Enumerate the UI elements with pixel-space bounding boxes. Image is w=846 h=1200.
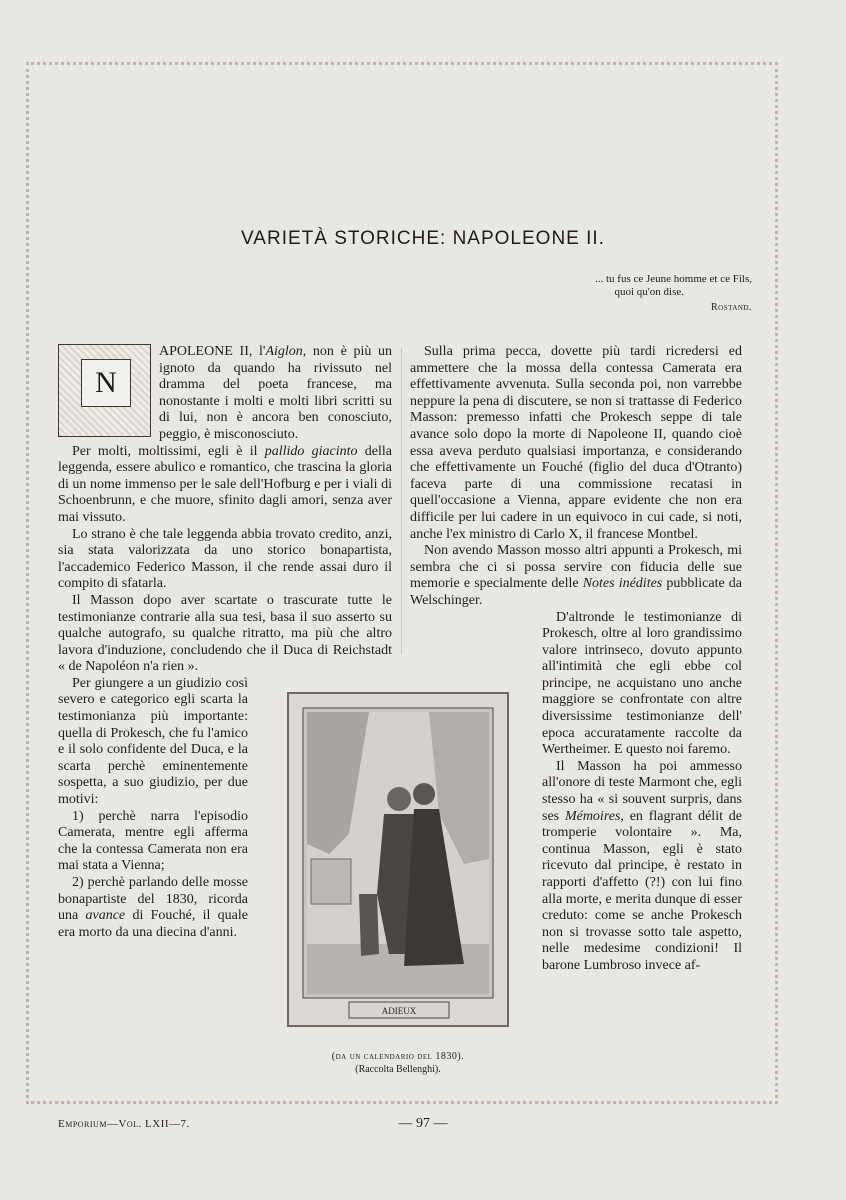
engraving-label: ADIEUX: [381, 1006, 417, 1016]
paragraph-7: [58, 875, 248, 941]
engraving-image: [289, 694, 507, 1025]
text-span: della leggenda, essere abulico e romantico, che trascina la gloria di un nome immenso per le sale dell'Hofburg e per i viali di Schoenbrunn, e che muore, sfinito dagli amori, senza aver mai vissuto.: [58, 443, 392, 525]
paragraph-4: [58, 593, 392, 676]
italic-span: Mémoires: [564, 808, 621, 824]
paragraph-3: Lo strano è che tale leggenda abbia trovato credito, anzi, sia stata valorizzata da uno storico bonapartista, l'accademico Federico Masson, il che rende assai duro il compito di sfatarla.: [58, 526, 392, 592]
narrow-block-right: [542, 610, 742, 975]
paragraph-2: [58, 444, 392, 527]
text-span: Il Masson ha poi ammesso all'onore di teste Marmont che, egli stesso ha « si souvent surpris, dans ses: [542, 758, 742, 824]
text-span: , en flagrant délit de tromperie volontaire ». Ma, continua Masson, egli è stato ricevuto dal principe, è restato in rapporti d'affetto (?!) con lui fino alla morte, e merita dunque di esser creduto: come se anche Prokesch non si trovasse sotto tale aspetto, nelle medesime condizioni! Il barone Lumbroso invece af-: [542, 808, 742, 973]
italic-span: Aiglon: [265, 344, 303, 359]
paragraph-9: [410, 543, 742, 609]
epigraph-line-2: quoi qu'on dise.: [614, 286, 684, 298]
caption-line-1: (da un calendario del 1830).: [331, 1051, 465, 1062]
paragraph-10: D'altronde le testimonianze di Prokesch, oltre al loro grandissimo valore intrinseco, dovuto appunto all'intimità che egli ebbe col principe, ne acquistano uno anche maggiore se confrontate con altre diversissime testimonianze dell' epoca accuratamente raccolte da Wertheimer. E questo noi faremo.: [542, 609, 742, 758]
column-divider: [401, 348, 402, 654]
italic-span: Notes inédites: [582, 576, 663, 592]
text-span: Non avendo Masson mosso altri appunti a Prokesch, mi sembra che ci si possa servire con fiducia delle sue memorie e specialmente delle: [410, 543, 742, 592]
caption-line-2: (Raccolta Bellenghi).: [355, 1064, 441, 1075]
paragraph-5: Per giungere a un giudizio così severo e categorico egli scarta la testimonianza più importante: quella di Prokesch, che fu l'amico e il solo confidente del Duca, e la scarta perchè eminentemente sospetta, a suo giudizio, per due motivi:: [58, 675, 248, 808]
text-span: di Fouché, il quale era morto da una diecina d'anni.: [58, 908, 248, 940]
paragraph-11: [542, 759, 742, 975]
text-span: 2) perchè parlando delle mosse bonapartiste del 1830, ricorda una: [58, 875, 248, 924]
page-title: VARIETÀ STORICHE: NAPOLEONE II.: [241, 228, 605, 249]
epigraph-line-1: ... tu fus ce Jeune homme et ce Fils,: [594, 273, 752, 285]
text-span: pubblicate da Welschinger.: [410, 576, 742, 608]
italic-span: pallido giacinto: [264, 443, 358, 459]
engraving-illustration: [287, 692, 509, 1027]
illustration-caption: [287, 1050, 509, 1076]
text-span: Il Masson dopo aver scartate o trascurate tutte le testimonianze contrarie alla sua tesi, basa il suo asserto su qualche autografo, su qualche ritratto, ma più che altro lavora d'induzione, concludendo che il Duca di Reichstadt « de Napoléon n'a rien ».: [58, 592, 392, 675]
dropcap-letter: N: [81, 359, 131, 407]
text-span: , non è più un ignoto da quando ha rivissuto nel dramma del poeta francese, ma nonostante i molti e molti libri scritti su di lui, non è ancora ben conosciuto, peggio, è misconosciuto.: [159, 344, 392, 442]
page-number: — 97 —: [398, 1116, 448, 1131]
footer-journal: Emporium—Vol. LXII—7.: [58, 1118, 190, 1130]
narrow-block-left: [58, 676, 248, 942]
epigraph-author: Rostand.: [711, 302, 752, 313]
dropcap-ornament: [58, 344, 151, 437]
text-span: APOLEONE II, l': [159, 344, 266, 359]
paragraph-8: Sulla prima pecca, dovette più tardi ricredersi ed ammettere che la mossa della contessa Camerata era effettivamente avvenuta. Sulla seconda poi, non varrebbe neppure la pena di discutere, se non si trattasse di Federico Masson: premesso infatti che Prokesch seppe di tale avance solo dopo la morte di Napoleone II, quando cioè essa aveva perduto qualsiasi importanza, e considerando che effettivamente un Fouché (figlio del duca d'Otranto) faceva parte di una commissione recatasi in quell'occasione a Vienna, appare evidente che non era difficile per lui cadere in un equivoco in cui cade, si noti, anche l'ex ministro di Carlo X, il francese Montbel.: [410, 344, 742, 542]
italic-span: avance: [85, 908, 126, 924]
text-span: Per molti, moltissimi, egli è il: [72, 443, 265, 459]
paragraph-6: 1) perchè narra l'episodio Camerata, mentre egli afferma che la contessa Camerata non era mai stata a Vienna;: [58, 808, 248, 874]
epigraph: [595, 273, 752, 314]
